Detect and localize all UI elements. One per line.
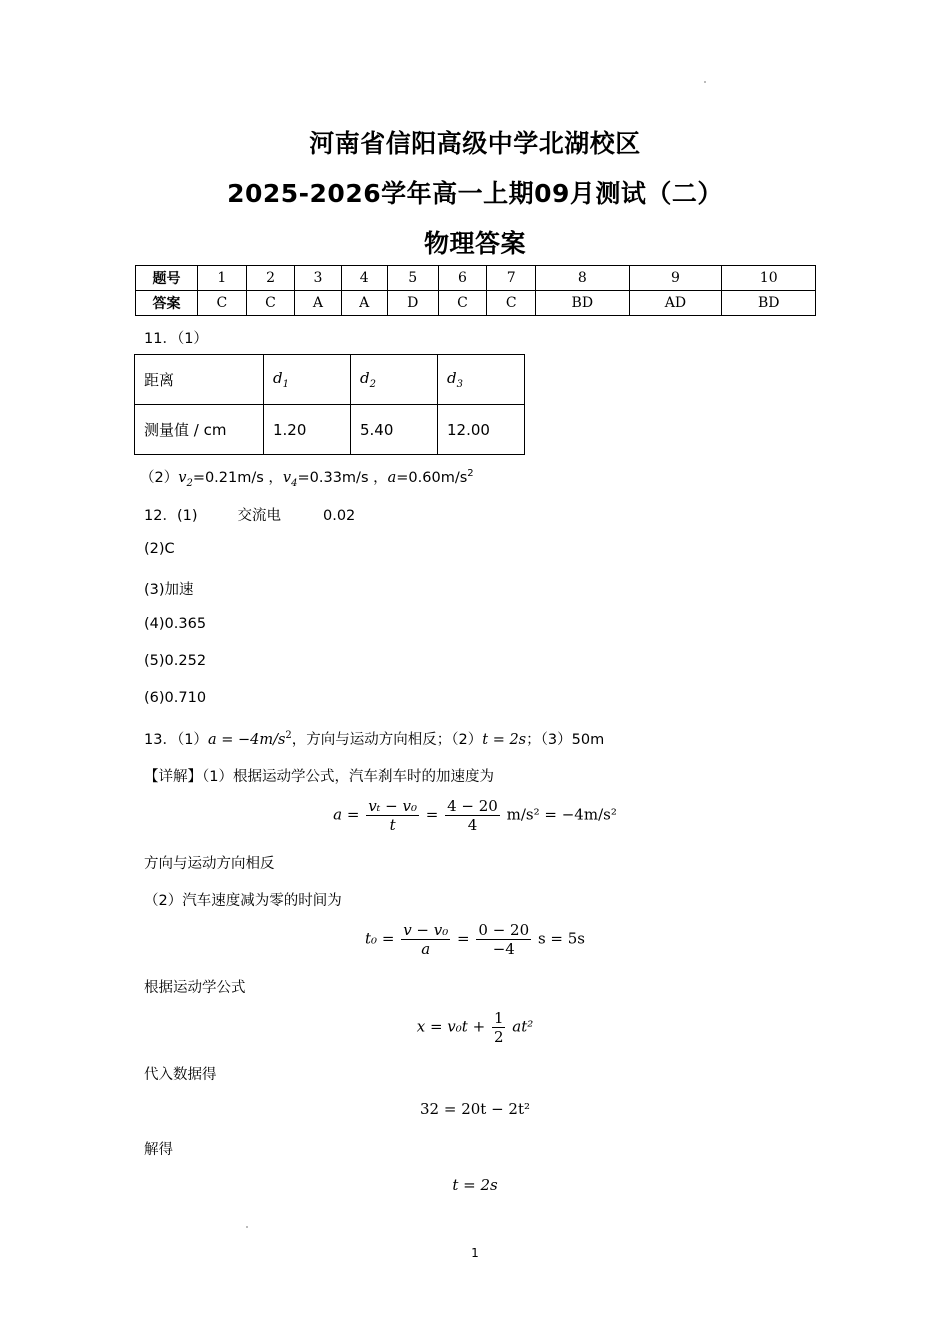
q13-summary: 13．$(1)a = -4m/s^2$，方向与运动方向相反；（2）t = 2s；（3）50m xyxy=(144,730,605,748)
solve-text: 解得 xyxy=(144,1142,173,1158)
row-label-number: 题号 xyxy=(136,266,198,291)
direction-text: 方向与运动方向相反 xyxy=(144,856,275,872)
q12-line2: (2)C xyxy=(144,541,175,557)
answer-cell: A xyxy=(295,291,341,316)
question-number: 8 xyxy=(536,266,630,291)
fraction: $\frac{0 - 20}{-4}$ xyxy=(478,921,530,958)
answer-cell: AD xyxy=(629,291,722,316)
question-number: 1 xyxy=(198,266,247,291)
measurement-table xyxy=(134,354,525,455)
formula-displacement: x = v₀t + $\frac{1}{2}$ at² xyxy=(416,1009,534,1046)
answer-table-number-row xyxy=(136,266,816,291)
answer-cell: C xyxy=(487,291,536,316)
answer-cell: C xyxy=(246,291,295,316)
row-label-answer: 答案 xyxy=(136,291,198,316)
measured-value-d3: 12.00 xyxy=(438,405,525,455)
answer-cell: D xyxy=(387,291,438,316)
school-title: 河南省信阳高级中学北湖校区 xyxy=(309,129,641,158)
answer-table-answer-row xyxy=(136,291,816,316)
substitute-text: 代入数据得 xyxy=(144,1067,217,1083)
question-number: 5 xyxy=(387,266,438,291)
d1-header: $d_1$ xyxy=(264,355,351,405)
q12-line3: (3)加速 xyxy=(144,582,194,598)
q13-detail-intro: 【详解】（1）根据运动学公式，汽车刹车时的加速度为 xyxy=(144,769,494,785)
question-number: 9 xyxy=(629,266,722,291)
answer-cell: C xyxy=(198,291,247,316)
d3-header: $d_3$ xyxy=(438,355,525,405)
question-number: 4 xyxy=(341,266,387,291)
q12-line1: 12．(1) 交流电 0.02 xyxy=(144,508,356,524)
answer-cell: BD xyxy=(536,291,630,316)
fraction: $\frac{\text{v − v₀}}{a}$ xyxy=(403,921,449,958)
fraction: $\frac{1}{2}$ xyxy=(493,1009,504,1046)
page-number: 1 xyxy=(471,1246,479,1260)
measured-value-d2: 5.40 xyxy=(351,405,438,455)
measurement-row-values xyxy=(135,405,525,455)
answer-cell: C xyxy=(438,291,487,316)
formula-substituted: 32 = 20t − 2t² xyxy=(420,1100,530,1118)
answer-cell: BD xyxy=(722,291,816,316)
fraction: $\frac{4 - 20}{4}$ xyxy=(447,797,498,834)
question-number: 6 xyxy=(438,266,487,291)
fraction: $\frac{\text{vₜ − v₀}}{t}$ xyxy=(368,797,417,834)
measurement-row-distance xyxy=(135,355,525,405)
q11-label: 11．（1） xyxy=(144,331,208,347)
exam-title: 2025-2026学年高一上期09月测试（二） xyxy=(227,179,723,208)
q12-line6: (6)0.710 xyxy=(144,690,207,706)
answer-cell: A xyxy=(341,291,387,316)
subject-title: 物理答案 xyxy=(423,229,526,258)
q13-part2-intro: （2）汽车速度减为零的时间为 xyxy=(144,893,342,909)
question-number: 3 xyxy=(295,266,341,291)
d2-header: $d_2$ xyxy=(351,355,438,405)
speck xyxy=(704,81,706,83)
formula-result: t = 2s xyxy=(452,1176,498,1194)
formula-acceleration: a = $\frac{\text{vₜ − v₀}}{t}$ = $\frac{4 - 20}{4}$ m/s² = −4m/s² xyxy=(333,797,617,834)
q12-line5: (5)0.252 xyxy=(144,653,207,669)
measured-value-header: 测量值 / cm xyxy=(135,405,264,455)
distance-header: 距离 xyxy=(135,355,264,405)
speck xyxy=(246,1226,248,1228)
q12-line4: (4)0.365 xyxy=(144,616,207,632)
measured-value-d1: 1.20 xyxy=(264,405,351,455)
q11-part2: $(2)v_2=0.21m/s$ ，$v_4=0.33m/s$ ，$a=0.60m/s^2$ xyxy=(140,468,474,489)
formula-stop-time: t₀ = $\frac{\text{v − v₀}}{a}$ = $\frac{0 - 20}{-4}$ s = 5s xyxy=(365,921,585,958)
question-number: 10 xyxy=(722,266,816,291)
answer-table xyxy=(135,265,816,316)
kinematics-text: 根据运动学公式 xyxy=(144,980,246,996)
question-number: 7 xyxy=(487,266,536,291)
question-number: 2 xyxy=(246,266,295,291)
